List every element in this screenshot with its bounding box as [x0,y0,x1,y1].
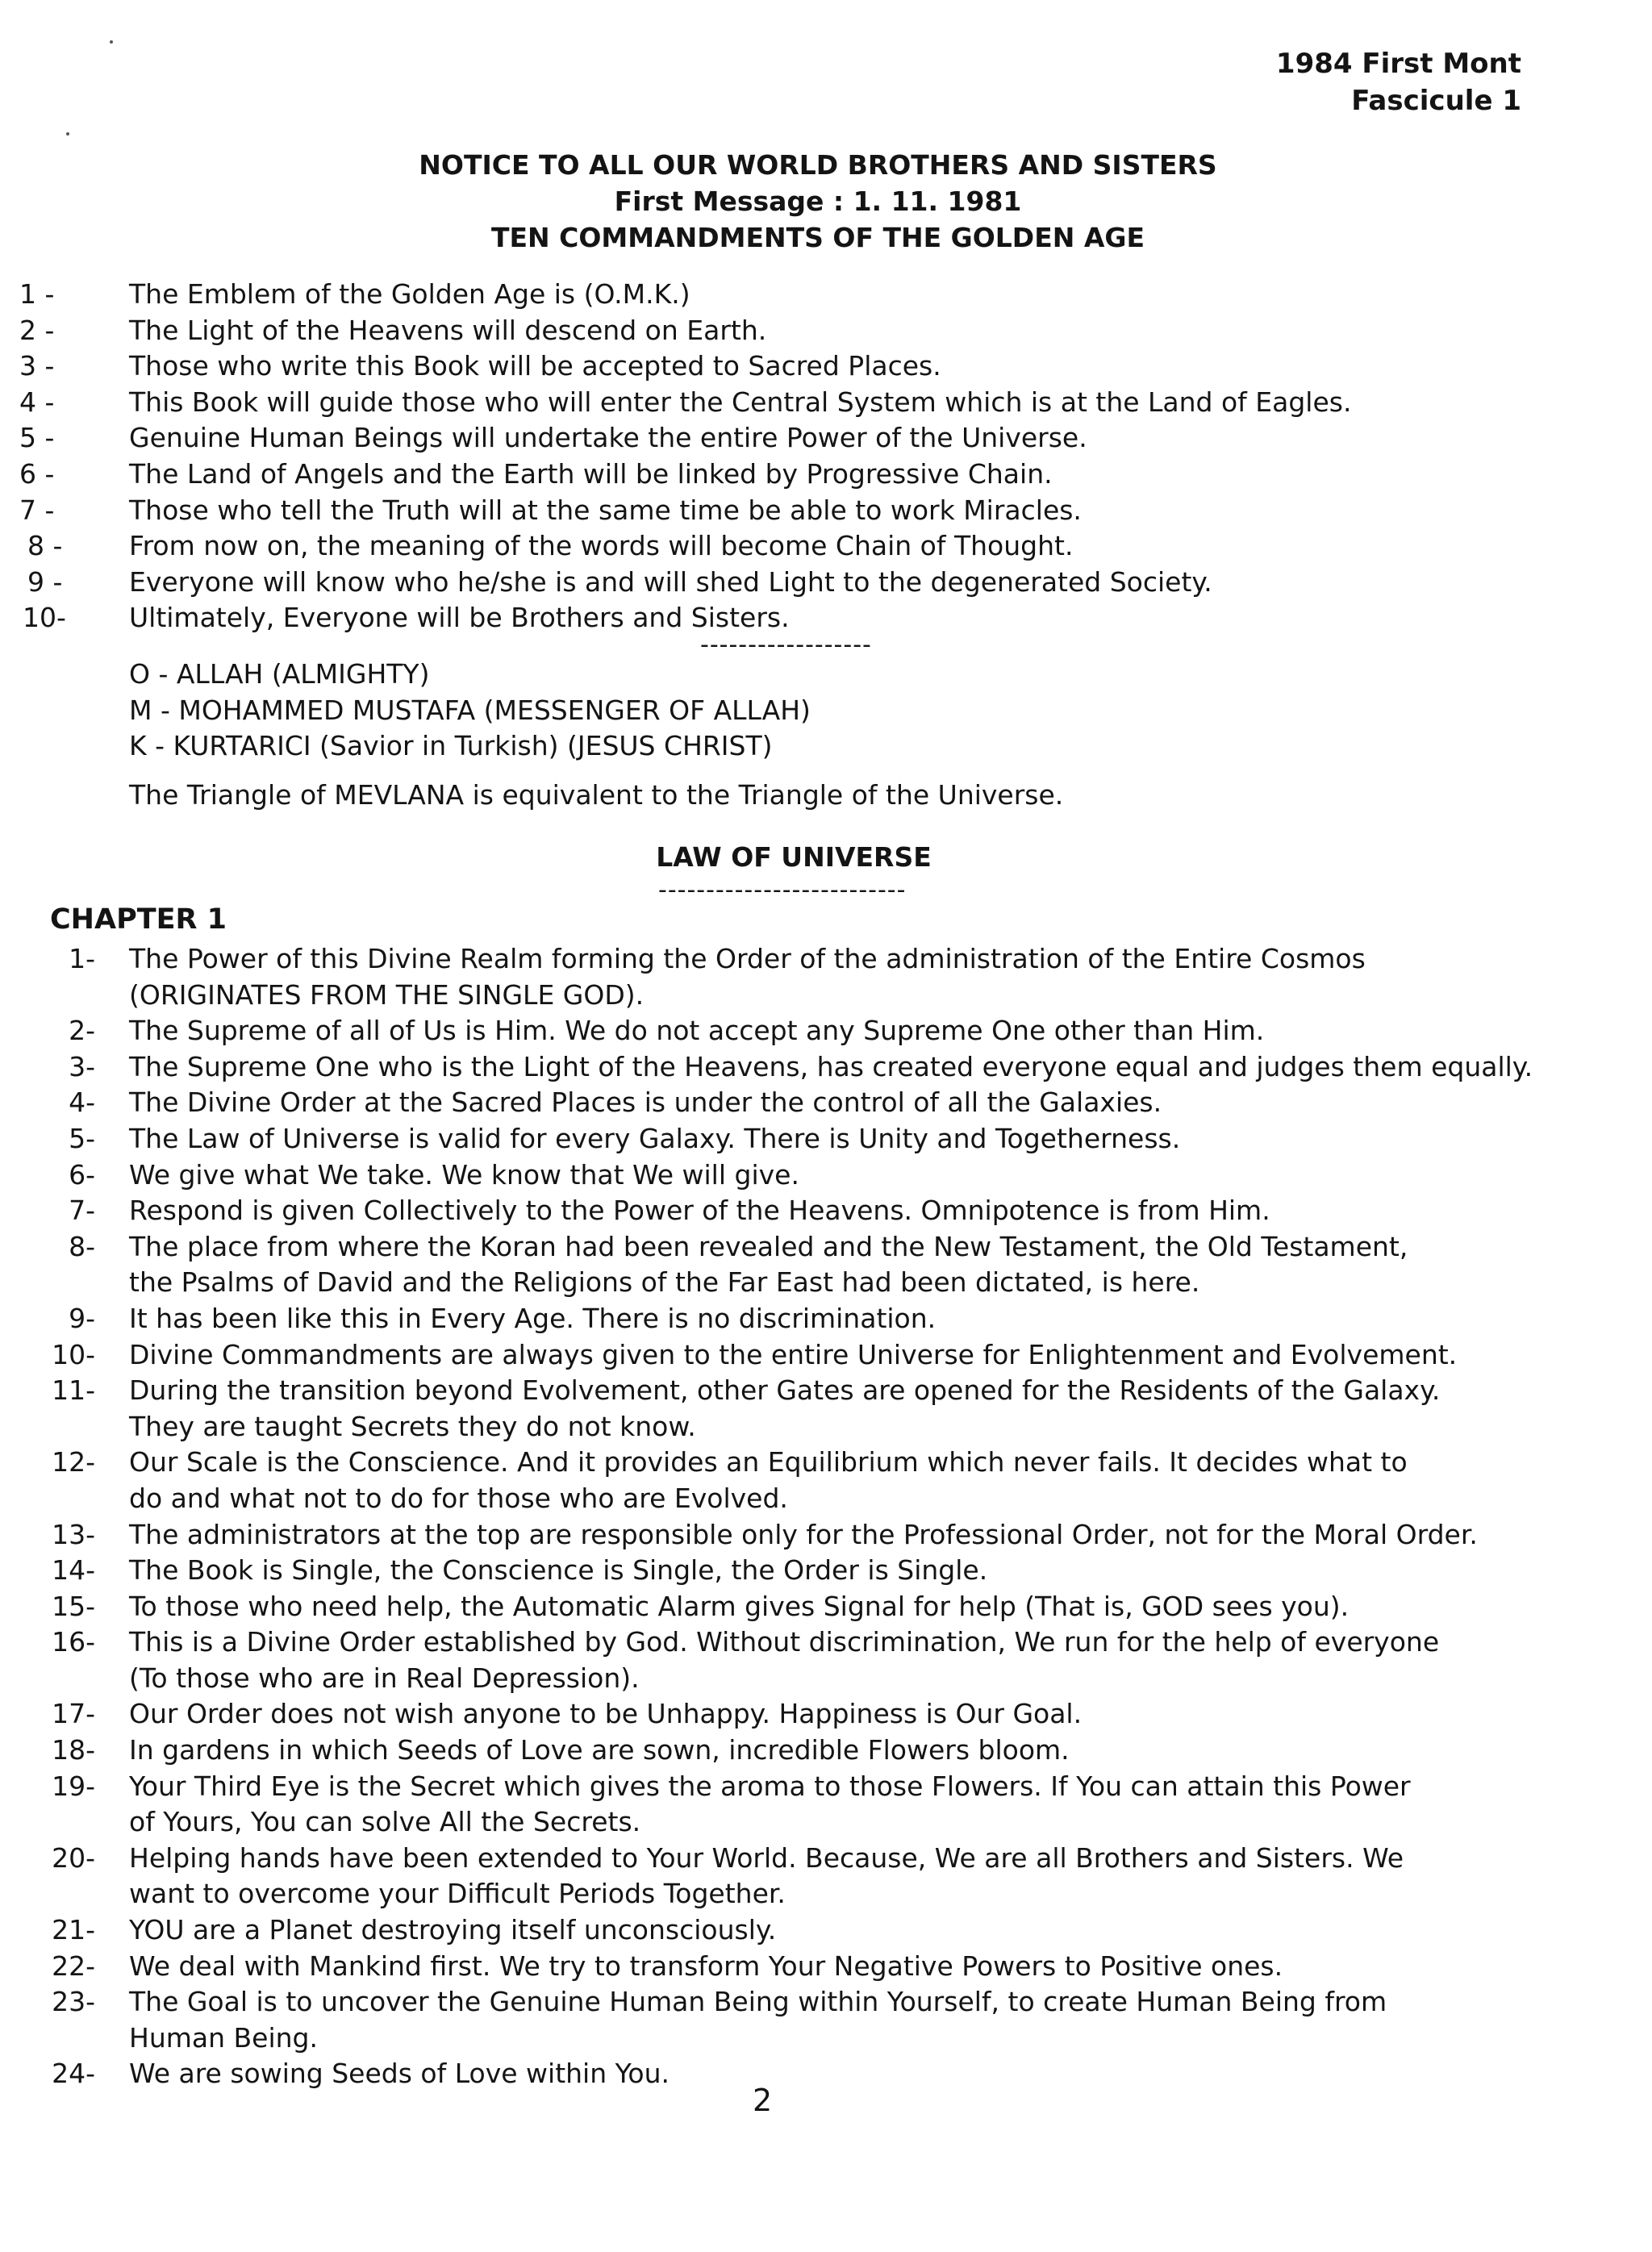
law-item [0,1517,1652,1553]
item-text: The Emblem of the Golden Age is (O.M.K.) [129,278,690,310]
triangle-statement: The Triangle of MEVLANA is equivalent to the Triangle of the Universe. [129,779,1064,811]
item-number: 4- [69,1086,95,1119]
item-number: 10- [23,602,66,634]
item-number: 2- [69,1015,95,1047]
item-text-line: In gardens in which Seeds of Love are sown, incredible Flowers bloom. [129,1734,1070,1766]
item-text: The Light of the Heavens will descend on Earth. [129,314,767,346]
law-item [0,1696,1652,1733]
item-text-line: Helping hands have been extended to Your World. Because, We are all Brothers and Sisters. We [129,1841,1404,1874]
list-item [0,457,1652,493]
item-number: 23- [52,1986,95,2018]
law-item [0,1193,1652,1229]
scan-speck [110,40,113,44]
law-item [0,1085,1652,1121]
item-number: 4 - [19,386,55,418]
law-item [0,1912,1652,1949]
item-text-line: We are sowing Seeds of Love within You. [129,2058,670,2090]
list-item [0,565,1652,601]
item-number: 1- [69,943,95,974]
item-number: 8 - [27,530,63,562]
item-text-line: It has been like this in Every Age. There is no discrimination. [129,1302,937,1334]
item-number: 11- [52,1374,95,1407]
item-text-line: The Goal is to uncover the Genuine Human Being within Yourself, to create Human Being from [129,1986,1387,2018]
item-number: 15- [52,1590,95,1622]
legend-item-o: O - ALLAH (ALMIGHTY) [129,658,430,690]
item-number: 3 - [19,350,55,382]
item-text-line: The Power of this Divine Realm forming the Order of the administration of the Entire Cosmos [129,943,1366,974]
item-number: 13- [52,1518,95,1550]
item-number: 1 - [19,278,55,310]
item-number: 6 - [19,457,55,490]
law-item [0,1769,1652,1841]
item-text-line: We deal with Mankind first. We try to transform Your Negative Powers to Positive ones. [129,1950,1283,1982]
item-text-line: (To those who are in Real Depression). [129,1662,640,1694]
list-item [0,313,1652,349]
emblem-legend [129,657,811,765]
law-list [0,941,1652,2092]
chapter-heading: CHAPTER 1 [50,903,227,936]
law-item [0,1589,1652,1625]
law-item [0,1624,1652,1696]
item-number: 18- [52,1734,95,1766]
law-item [0,1301,1652,1337]
item-text-line: This is a Divine Order established by God. Without discrimination, We run for the help of everyone [129,1626,1440,1658]
law-item [0,1337,1652,1374]
item-number: 16- [52,1626,95,1658]
item-number: 2 - [19,314,55,346]
item-text-line: the Psalms of David and the Religions of the Far East had been dictated, is here. [129,1266,1200,1299]
item-text-line: of Yours, You can solve All the Secrets. [129,1806,641,1838]
law-item [0,1049,1652,1086]
item-text: From now on, the meaning of the words will become Chain of Thought. [129,530,1074,562]
item-number: 5- [69,1122,95,1154]
item-text-line: The administrators at the top are responsible only for the Professional Order, not for the Moral Order. [129,1518,1478,1550]
item-text-line: want to overcome your Difficult Periods Together. [129,1878,786,1910]
item-text-line: During the transition beyond Evolvement, other Gates are opened for the Residents of the Galaxy. [129,1374,1441,1407]
list-item [0,493,1652,529]
item-text: Those who write this Book will be accepted to Sacred Places. [129,350,941,382]
law-item [0,1445,1652,1516]
law-item [0,1373,1652,1445]
legend-item-m: M - MOHAMMED MUSTAFA (MESSENGER OF ALLAH) [129,694,811,726]
page-header [1276,45,1521,119]
item-text-line: We give what We take. We know that We will give. [129,1158,799,1191]
item-number: 7 - [19,494,55,526]
law-item [0,1553,1652,1589]
list-item [0,277,1652,313]
item-text-line: They are taught Secrets they do not know. [129,1410,696,1442]
item-text: The Land of Angels and the Earth will be linked by Progressive Chain. [129,457,1053,490]
list-item [0,528,1652,565]
item-text-line: The Divine Order at the Sacred Places is under the control of all the Galaxies. [129,1086,1162,1119]
law-item [0,1013,1652,1049]
separator: -------------------------- [658,876,907,904]
item-text: Everyone will know who he/she is and will shed Light to the degenerated Society. [129,565,1212,598]
item-number: 24- [52,2058,95,2090]
item-text: Ultimately, Everyone will be Brothers and Sisters. [129,602,790,634]
commandments-list [0,277,1652,636]
law-item [0,1157,1652,1194]
item-text-line: do and what not to do for those who are Evolved. [129,1482,788,1514]
law-item [0,1733,1652,1769]
item-text-line: To those who need help, the Automatic Alarm gives Signal for help (That is, GOD sees you). [129,1590,1350,1622]
law-item [0,1841,1652,1912]
item-text-line: The Book is Single, the Conscience is Single, the Order is Single. [129,1554,988,1587]
item-number: 17- [52,1698,95,1730]
law-item [0,1121,1652,1157]
law-item [0,1949,1652,1985]
item-number: 12- [52,1446,95,1478]
item-text-line: YOU are a Planet destroying itself unconsciously. [129,1914,777,1946]
item-text-line: Human Being. [129,2021,318,2054]
page-number: 2 [753,2083,773,2118]
list-item [0,348,1652,385]
item-number: 20- [52,1841,95,1874]
item-text-line: (ORIGINATES FROM THE SINGLE GOD). [129,978,645,1011]
item-number: 10- [52,1338,95,1370]
item-text-line: Our Scale is the Conscience. And it provides an Equilibrium which never fails. It decides what to [129,1446,1408,1478]
item-text-line: The Supreme One who is the Light of the Heavens, has created everyone equal and judges them equally. [129,1050,1533,1082]
message-date: First Message : 1. 11. 1981 [614,186,1022,217]
item-number: 9 - [27,565,63,598]
law-item [0,1229,1652,1301]
item-text-line: Your Third Eye is the Secret which gives the aroma to those Flowers. If You can attain this Power [129,1770,1411,1802]
item-number: 7- [69,1195,95,1227]
law-item [0,2056,1652,2092]
item-text: Genuine Human Beings will undertake the entire Power of the Universe. [129,422,1087,454]
item-text: Those who tell the Truth will at the same time be able to work Miracles. [129,494,1082,526]
item-number: 22- [52,1950,95,1982]
item-number: 21- [52,1914,95,1946]
item-text-line: Respond is given Collectively to the Power of the Heavens. Omnipotence is from Him. [129,1195,1270,1227]
list-item [0,385,1652,421]
header-line-1: 1984 First Mont [1275,48,1521,80]
list-item [0,420,1652,457]
legend-item-k: K - KURTARICI (Savior in Turkish) (JESUS CHRIST) [129,730,773,762]
item-number: 19- [52,1770,95,1802]
item-number: 6- [69,1158,95,1191]
notice-title-block [0,147,1652,256]
law-title: LAW OF UNIVERSE [656,841,932,873]
item-number: 14- [52,1554,95,1587]
separator: ------------------ [700,631,872,659]
item-text-line: Our Order does not wish anyone to be Unhappy. Happiness is Our Goal. [129,1698,1083,1730]
notice-title: NOTICE TO ALL OUR WORLD BROTHERS AND SISTERS [419,149,1217,181]
commandments-title: TEN COMMANDMENTS OF THE GOLDEN AGE [490,222,1145,253]
item-text-line: The place from where the Koran had been revealed and the New Testament, the Old Testament, [129,1230,1408,1262]
item-text-line: The Supreme of all of Us is Him. We do not accept any Supreme One other than Him. [129,1015,1265,1047]
item-number: 9- [69,1302,95,1334]
item-text-line: The Law of Universe is valid for every Galaxy. There is Unity and Togetherness. [129,1122,1181,1154]
item-number: 3- [69,1050,95,1082]
item-text: This Book will guide those who will enter the Central System which is at the Land of Eagles. [129,386,1352,418]
law-item [0,1984,1652,2056]
scan-speck [66,132,69,136]
item-text-line: Divine Commandments are always given to the entire Universe for Enlightenment and Evolvement. [129,1338,1458,1370]
item-number: 5 - [19,422,55,454]
header-line-2: Fascicule 1 [1351,85,1521,117]
law-item [0,941,1652,1013]
item-number: 8- [69,1230,95,1262]
